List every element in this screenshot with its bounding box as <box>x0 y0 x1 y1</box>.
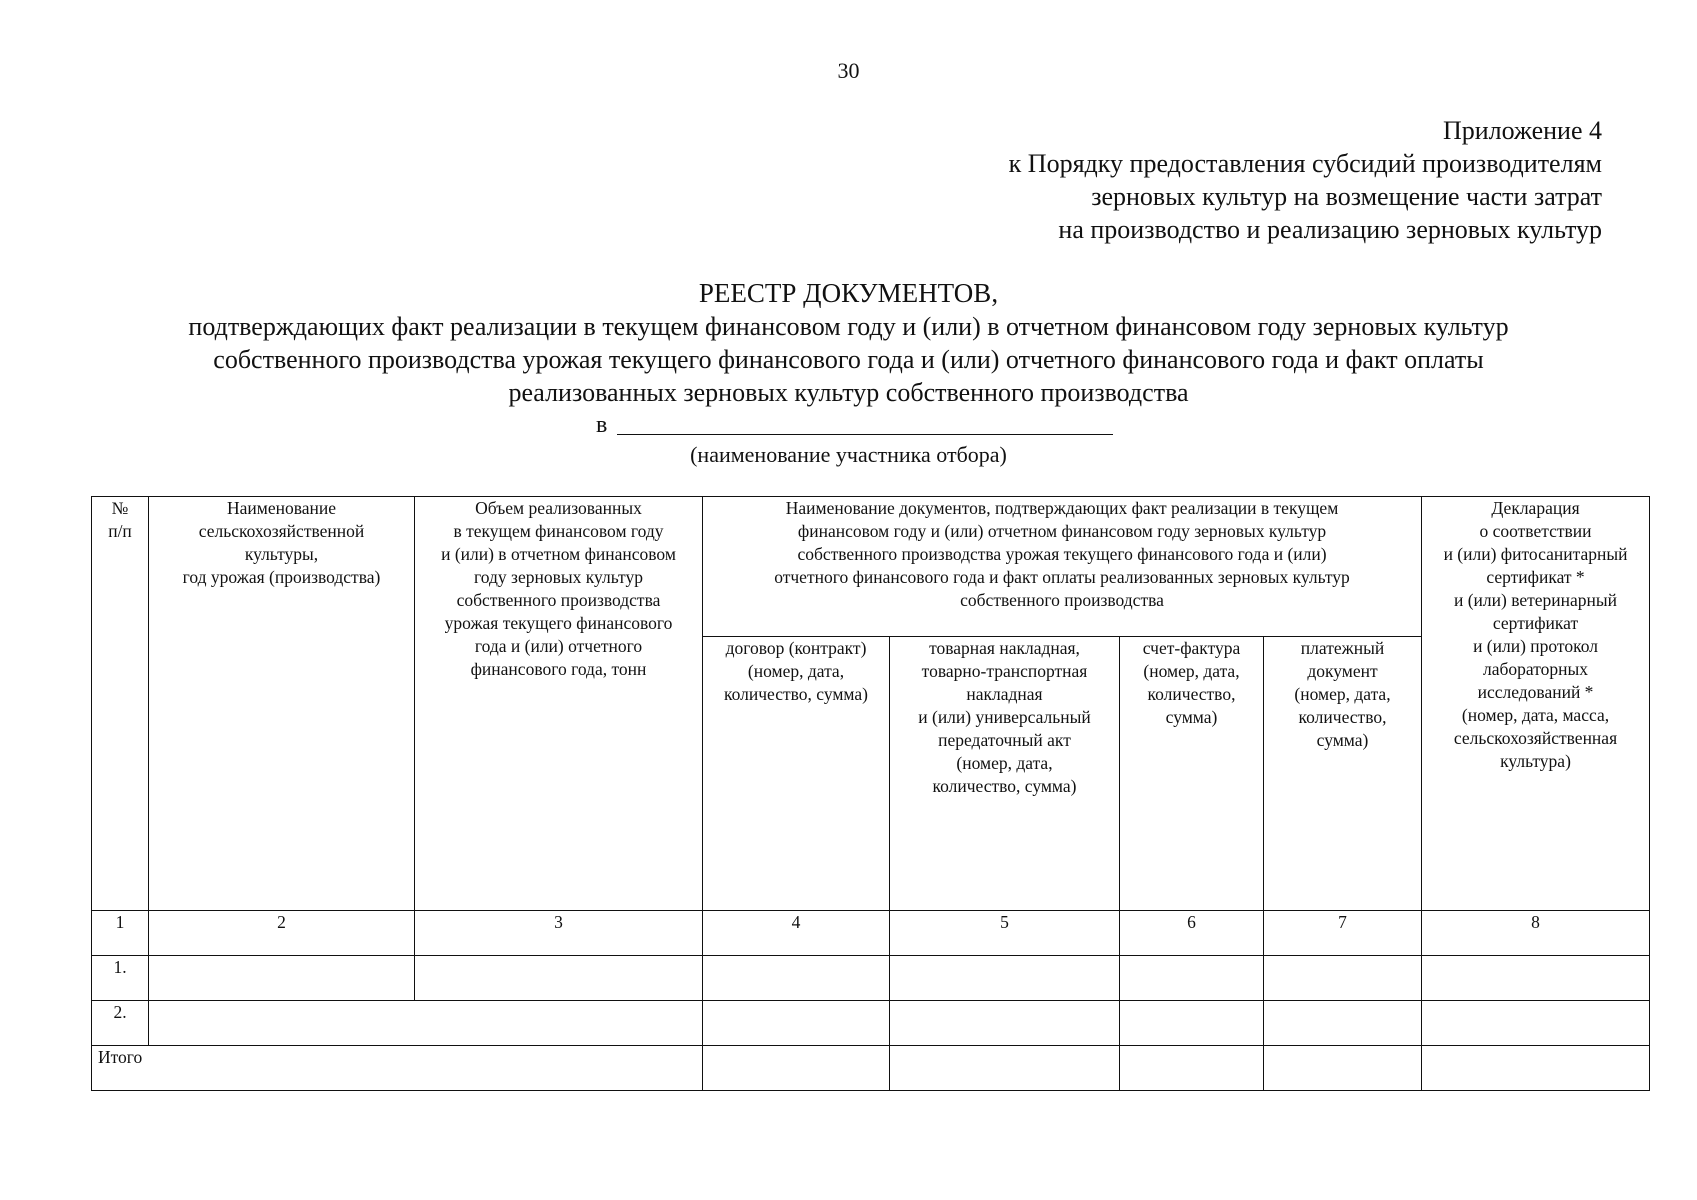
table-cell <box>890 956 1120 1001</box>
header-documents: Наименование документов, подтверждающих факт реализации в текущем финансовом году и (или) отчетном финансовом году зерновых культур собственного производства урожая текущего финансового года и (или) отчетного финансового года и факт оплаты реализованных зерновых культур собственного производства <box>703 497 1422 637</box>
table-cell <box>415 956 703 1001</box>
column-numbers-row <box>92 911 1650 956</box>
table-cell <box>1422 1001 1650 1046</box>
appendix-block <box>702 114 1602 246</box>
header-crop: Наименование сельскохозяйственной культуры, год урожая (производства) <box>149 497 415 911</box>
table-cell <box>703 1046 890 1091</box>
registry-subtitle <box>0 310 1697 409</box>
header-volume: Объем реализованных в текущем финансовом году и (или) в отчетном финансовом году зерновых культур собственного производства урожая текущего финансового года и (или) отчетного финансового года, тонн <box>415 497 703 911</box>
column-number: 1 <box>92 911 149 956</box>
table-cell <box>1264 956 1422 1001</box>
table-cell <box>1422 956 1650 1001</box>
page-number: 30 <box>837 58 860 83</box>
participant-blank-line <box>617 434 1113 435</box>
participant-field <box>0 409 1697 441</box>
participant-prefix: в <box>596 412 608 438</box>
row-number: 2. <box>92 1001 149 1046</box>
subtitle-line: подтверждающих факт реализации в текущем финансовом году и (или) в отчетном финансовом году зерновых культур <box>188 312 1509 341</box>
appendix-line: зерновых культур на возмещение части затрат <box>1091 182 1602 211</box>
table-cell <box>1264 1046 1422 1091</box>
registry-title: РЕЕСТР ДОКУМЕНТОВ, <box>698 278 999 308</box>
table-cell <box>1264 1001 1422 1046</box>
header-waybill: товарная накладная, товарно-транспортная накладная и (или) универсальный передаточный акт (номер, дата, количество, сумма) <box>890 637 1120 911</box>
appendix-line: к Порядку предоставления субсидий производителям <box>1008 149 1602 178</box>
table-cell <box>890 1001 1120 1046</box>
column-number: 3 <box>415 911 703 956</box>
header-num: № п/п <box>92 497 149 911</box>
table-cell <box>149 956 415 1001</box>
table-cell <box>890 1046 1120 1091</box>
header-declaration: Декларация о соответствии и (или) фитосанитарный сертификат * и (или) ветеринарный сертификат и (или) протокол лабораторных исследований * (номер, дата, масса, сельскохозяйственная культура) <box>1422 497 1650 911</box>
registry-title-block <box>0 277 1697 469</box>
column-number: 8 <box>1422 911 1650 956</box>
table-row <box>92 1001 1650 1046</box>
header-invoice: счет-фактура (номер, дата, количество, сумма) <box>1120 637 1264 911</box>
participant-caption: (наименование участника отбора) <box>690 442 1007 467</box>
column-number: 2 <box>149 911 415 956</box>
total-row <box>92 1046 1650 1091</box>
total-label: Итого <box>92 1046 703 1091</box>
appendix-line: Приложение 4 <box>1442 116 1602 145</box>
column-number: 6 <box>1120 911 1264 956</box>
header-contract: договор (контракт) (номер, дата, количество, сумма) <box>703 637 890 911</box>
row-number: 1. <box>92 956 149 1001</box>
appendix-line: на производство и реализацию зерновых культур <box>1058 215 1602 244</box>
header-payment: платежный документ (номер, дата, количество, сумма) <box>1264 637 1422 911</box>
header-row-top <box>92 497 1650 637</box>
table-cell <box>1422 1046 1650 1091</box>
registry-table <box>91 496 1650 1091</box>
subtitle-line: реализованных зерновых культур собственного производства <box>508 378 1189 407</box>
table-cell <box>703 956 890 1001</box>
subtitle-line: собственного производства урожая текущего финансового года и (или) отчетного финансового года и факт оплаты <box>213 345 1484 374</box>
column-number: 5 <box>890 911 1120 956</box>
table-cell <box>703 1001 890 1046</box>
table-cell <box>149 1001 703 1046</box>
table-row <box>92 956 1650 1001</box>
column-number: 4 <box>703 911 890 956</box>
column-number: 7 <box>1264 911 1422 956</box>
table-cell <box>1120 1001 1264 1046</box>
table-cell <box>1120 956 1264 1001</box>
table-cell <box>1120 1046 1264 1091</box>
